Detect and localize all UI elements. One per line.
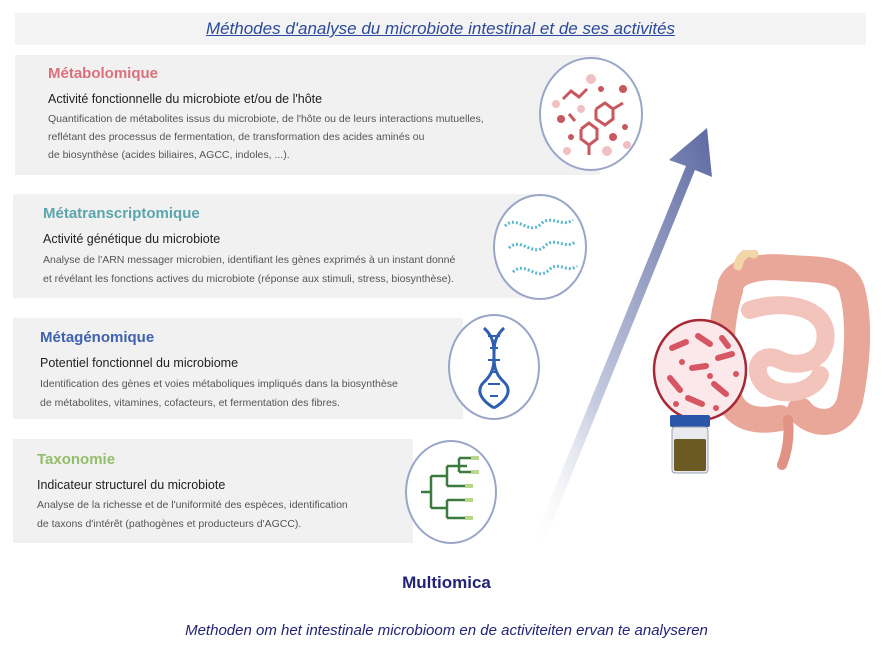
method-subtitle: Activité fonctionnelle du microbiote et/ou de l'hôte [48, 92, 323, 106]
method-description-line: de taxons d'intérêt (pathogènes et producteurs d'AGCC). [37, 518, 302, 530]
method-title: Taxonomie [37, 451, 116, 468]
rna-icon [493, 194, 587, 300]
method-description-line: reflétant des processus de fermentation, de transformation des acides aminés ou [48, 131, 425, 143]
sub-caption: Methoden om het intestinale microbioom en de activiteiten ervan te analyseren [185, 622, 708, 639]
method-title: Métatranscriptomique [43, 205, 200, 222]
method-box-taxonomie [13, 439, 413, 543]
method-description-line: Identification des gènes et voies métaboliques impliqués dans la biosynthèse [40, 378, 398, 390]
phylogenetic-tree-icon [405, 440, 497, 544]
method-box-metagenomique [13, 318, 463, 419]
method-description-line: de biosynthèse (acides biliaires, AGCC, indoles, ...). [48, 149, 290, 161]
page-title: Méthodes d'analyse du microbiote intestinal et de ses activités [205, 19, 676, 38]
main-caption: Multiomica [402, 573, 491, 592]
method-subtitle: Activité génétique du microbiote [43, 232, 221, 246]
molecule-icon [539, 57, 643, 171]
method-description-line: de métabolites, vitamines, cofacteurs, et fermentation des fibres. [40, 397, 340, 409]
method-box-metabolomique [15, 55, 600, 175]
method-subtitle: Indicateur structurel du microbiote [37, 478, 226, 492]
stool-sample-icon [668, 413, 712, 475]
method-box-metatranscriptomique [13, 194, 540, 298]
method-subtitle: Potentiel fonctionnel du microbiome [40, 356, 239, 370]
dna-icon [448, 314, 540, 420]
method-title: Métabolomique [48, 65, 159, 82]
method-description-line: Quantification de métabolites issus du microbiote, de l'hôte ou de leurs interactions mutuelles, [48, 113, 484, 125]
method-description-line: Analyse de l'ARN messager microbien, identifiant les gènes exprimés à un instant donné [43, 254, 456, 266]
method-description-line: et révélant les fonctions actives du microbiote (réponse aux stimuli, stress, biosynthèse). [43, 273, 454, 285]
bacteria-icon [652, 318, 748, 422]
method-description-line: Analyse de la richesse et de l'uniformité des espèces, identification [37, 499, 348, 511]
method-title: Métagénomique [40, 329, 155, 346]
